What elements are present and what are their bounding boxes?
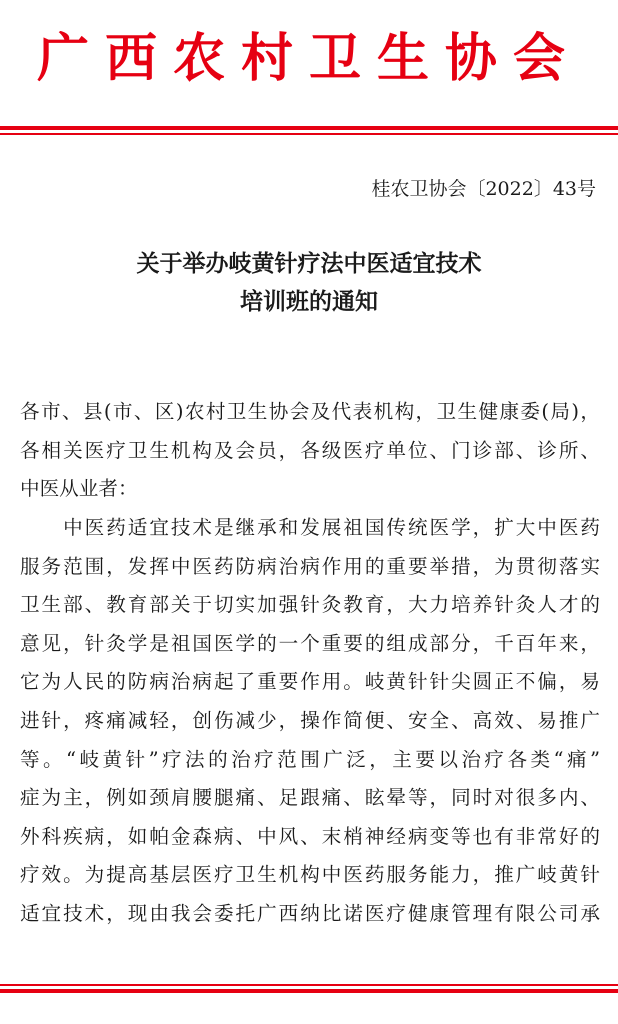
salutation-line: 各市、县(市、区)农村卫生协会及代表机构，卫生健康委(局)， [20, 400, 600, 423]
paragraph-line: 症为主，例如颈肩腰腿痛、足跟痛、眩晕等，同时对很多内、 [20, 786, 600, 810]
paragraph-line: 外科疾病，如帕金森病、中风、末梢神经病变等也有非常好的 [20, 824, 600, 848]
document-number: 桂农卫协会〔2022〕43号 [371, 178, 596, 200]
salutation [20, 393, 600, 509]
paragraph-line: 进针，疼痛减轻，创伤减少，操作简便、安全、高效、易推广 [20, 708, 600, 732]
header-red-rule-thin [0, 133, 618, 135]
paragraph-line: 卫生部、教育部关于切实加强针灸教育，大力培养针灸人才的 [20, 593, 600, 617]
paragraph-line: 疗效。为提高基层医疗卫生机构中医药服务能力，推广岐黄针 [20, 863, 600, 887]
footer-red-rule-thin [0, 984, 618, 986]
paragraph-line: 意见，针灸学是祖国医学的一个重要的组成部分，千百年来， [20, 631, 600, 655]
paragraph-line: 服务范围，发挥中医药防病治病作用的重要举措，为贯彻落实 [20, 554, 600, 578]
organization-header-title: 广西农村卫生协会 [36, 28, 581, 89]
salutation-line: 中医从业者： [20, 477, 138, 501]
notice-title-line-2: 培训班的通知 [240, 288, 378, 315]
footer-red-rule-thick [0, 989, 618, 993]
paragraph-line: 等。“岐黄针”疗法的治疗范围广泛，主要以治疗各类“痛” [20, 747, 600, 771]
paragraph-line: 它为人民的防病治病起了重要作用。岐黄针针尖圆正不偏，易 [20, 670, 600, 694]
salutation-line: 各相关医疗卫生机构及会员，各级医疗单位、门诊部、诊所、 [20, 438, 600, 462]
header-red-rule-thick [0, 126, 618, 130]
body-paragraph [20, 509, 600, 934]
notice-title-line-1: 关于举办岐黄针疗法中医适宜技术 [136, 250, 482, 277]
paragraph-line: 适宜技术，现由我会委托广西纳比诺医疗健康管理有限公司承 [20, 901, 600, 925]
paragraph-line: 中医药适宜技术是继承和发展祖国传统医学，扩大中医药 [20, 516, 600, 539]
